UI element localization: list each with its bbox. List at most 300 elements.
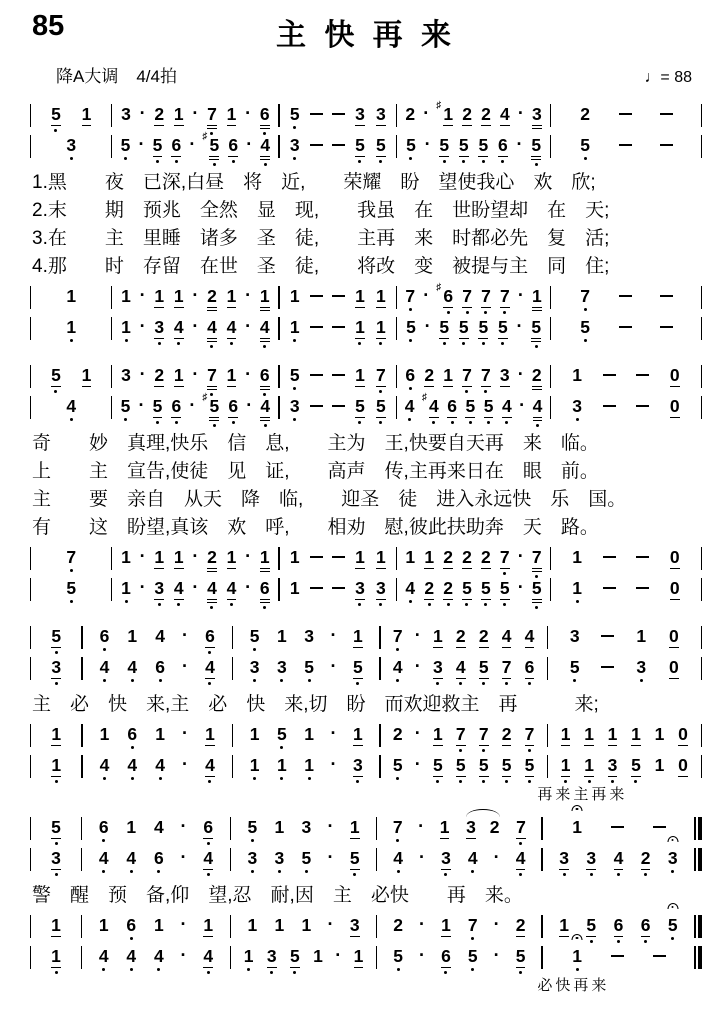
- augmentation-dot: ·: [192, 577, 199, 597]
- note: [440, 848, 452, 868]
- duration-underline: [355, 125, 365, 126]
- octave-dot-below: [232, 421, 235, 424]
- octave-dot-below: [70, 157, 73, 160]
- header: [30, 10, 702, 52]
- duration-underline: [171, 156, 181, 157]
- note-digit: 0: [668, 657, 679, 677]
- note-digit: 6: [524, 657, 536, 677]
- octave-dot-below: [482, 160, 485, 163]
- note: [352, 626, 364, 646]
- duration-underline: [51, 125, 61, 126]
- octave-dot-below: [280, 679, 283, 682]
- octave-dot-below: [505, 780, 508, 783]
- note: [558, 848, 570, 868]
- note: [392, 817, 404, 837]
- measure: [551, 578, 700, 598]
- measure: [83, 755, 232, 775]
- note-digit: 1: [304, 724, 314, 744]
- note: [501, 657, 513, 677]
- octave-dot-below: [208, 682, 211, 685]
- note: [558, 915, 570, 935]
- note-digit: 3: [65, 135, 77, 155]
- note-digit: 3: [349, 915, 360, 935]
- note: [173, 365, 185, 385]
- note: [654, 724, 666, 744]
- duration-underline: [443, 599, 453, 600]
- duration-underline: [260, 420, 270, 421]
- octave-dot-below: [358, 160, 361, 163]
- duration-underline: [531, 159, 541, 160]
- note: [126, 724, 138, 744]
- measure: [83, 657, 232, 677]
- note-digit: 2: [480, 547, 491, 567]
- note: [226, 365, 238, 385]
- duration-underline: [516, 936, 526, 937]
- note: [677, 755, 689, 775]
- duration-underline: [465, 417, 475, 418]
- note-digit: 5: [432, 755, 444, 775]
- note-digit: 1: [355, 286, 365, 306]
- duration-underline: [227, 338, 237, 339]
- measure: [397, 100, 550, 124]
- duration-underline: [484, 417, 494, 418]
- note-digit: 4: [98, 848, 110, 868]
- note-digit: 5: [480, 578, 492, 598]
- octave-dot-below: [444, 873, 447, 876]
- note-digit: 1: [349, 817, 360, 837]
- note: [65, 135, 77, 155]
- duration-underline: [424, 568, 434, 569]
- measure: [31, 317, 111, 337]
- note: [607, 755, 619, 775]
- note: [515, 817, 527, 837]
- note: [392, 755, 404, 775]
- augmentation-dot: ·: [139, 546, 146, 566]
- note-digit: 2: [515, 915, 526, 935]
- augmentation-dot: ·: [245, 285, 252, 305]
- octave-dot-below: [103, 777, 106, 780]
- octave-dot-below: [210, 345, 213, 348]
- sharp-icon: ♯: [436, 282, 442, 293]
- note: [440, 946, 452, 966]
- lyrics-block: [30, 166, 702, 286]
- barline: [701, 755, 702, 778]
- octave-dot-below: [55, 971, 58, 974]
- note-digit: 5: [530, 135, 542, 155]
- note-digit: 1: [274, 817, 285, 837]
- octave-dot-below: [264, 424, 267, 427]
- note-digit: 5: [405, 317, 417, 337]
- duration-underline: [207, 571, 217, 572]
- note: [467, 946, 479, 966]
- octave-dot-below: [447, 603, 450, 606]
- note-digit: 1: [303, 755, 315, 775]
- duration-underline: [260, 159, 270, 160]
- duration-underline: [531, 341, 541, 342]
- octave-dot-below: [253, 648, 256, 651]
- dash-line: [310, 374, 323, 376]
- measure: [381, 724, 547, 744]
- note: [154, 657, 166, 677]
- duration-underline: [209, 156, 219, 157]
- note: [354, 286, 366, 306]
- duration-underline: [260, 568, 270, 569]
- duration-underline: [174, 307, 184, 308]
- note: [354, 317, 366, 337]
- note: [531, 365, 543, 385]
- measure: [381, 626, 547, 646]
- note: [153, 104, 165, 124]
- octave-dot-below: [207, 971, 210, 974]
- duration-underline: [227, 307, 237, 308]
- duration-underline: [260, 571, 270, 572]
- measure: [112, 578, 278, 598]
- duration-underline: [228, 417, 238, 418]
- octave-dot-below: [358, 603, 361, 606]
- note: [569, 657, 581, 677]
- note-digit: 2: [531, 365, 543, 385]
- note-digit: 3: [585, 848, 597, 868]
- note: [579, 135, 591, 155]
- note: [204, 724, 216, 744]
- note-digit: 2: [393, 915, 403, 935]
- octave-dot-below: [428, 603, 431, 606]
- note-digit: 6: [125, 915, 137, 935]
- note-digit: 2: [580, 104, 590, 124]
- measure: [31, 547, 111, 567]
- system-3: [30, 625, 702, 803]
- duration-underline: [207, 125, 217, 126]
- note: [81, 104, 93, 124]
- augmentation-dot: ·: [139, 285, 146, 305]
- lyric-line: 警 醒 预 备,仰 望,忍 耐,因 主 必快 再 来。: [32, 885, 523, 906]
- note: [630, 755, 642, 775]
- note: [669, 365, 681, 385]
- note: [153, 817, 165, 837]
- measure: [548, 755, 701, 775]
- note: [467, 848, 479, 868]
- octave-dot-below: [130, 870, 133, 873]
- note: [668, 626, 680, 646]
- note-digit: 6: [99, 626, 111, 646]
- note: [461, 578, 473, 598]
- sub-header: [30, 52, 702, 87]
- note: [276, 755, 288, 775]
- octave-dot-below: [293, 387, 296, 390]
- measure: [397, 317, 550, 337]
- music-line-bass: [30, 946, 702, 977]
- octave-dot-below: [617, 873, 620, 876]
- augmentation-dot: ·: [138, 134, 145, 154]
- note: [99, 657, 111, 677]
- duration-underline: [205, 647, 215, 648]
- note-digit: 4: [98, 946, 110, 966]
- duration-underline: [203, 838, 213, 839]
- measure: [31, 578, 111, 598]
- note-digit: 1: [654, 724, 665, 744]
- duration-underline: [353, 678, 363, 679]
- note-digit: 3: [466, 817, 476, 837]
- octave-dot-below: [293, 418, 296, 421]
- measure: [397, 365, 550, 385]
- note: [392, 946, 404, 966]
- note: [289, 946, 301, 966]
- augmentation-dot: ·: [139, 103, 146, 123]
- note: [202, 131, 220, 155]
- augmentation-dot: ·: [138, 395, 145, 415]
- duration-underline: [376, 125, 386, 126]
- note: [436, 100, 454, 124]
- octave-dot-below: [379, 421, 382, 424]
- note-digit: 1: [99, 724, 110, 744]
- note-digit: 6: [640, 915, 652, 935]
- note: [120, 396, 132, 416]
- note-digit: 7: [531, 547, 543, 567]
- lyric-line: 1.黑 夜 已深,白昼 将 近, 荣耀 盼 望使我心 欢 欣;: [32, 172, 596, 193]
- duration-underline: [559, 869, 569, 870]
- lyric-line: 有 这 盼望,真该 欢 呼, 相劝 慰,彼此扶助奔 天 路。: [32, 517, 599, 538]
- note-digit: 2: [206, 547, 218, 567]
- note-digit: 1: [203, 915, 214, 935]
- note: [583, 724, 595, 744]
- note-digit: 1: [121, 286, 131, 306]
- note: [153, 317, 165, 337]
- system-4: [30, 816, 702, 994]
- note: [349, 817, 361, 837]
- note: [667, 915, 679, 935]
- octave-dot-below: [102, 870, 105, 873]
- note-digit: 6: [154, 657, 166, 677]
- octave-dot-below: [611, 780, 614, 783]
- music-line-soprano: [30, 817, 702, 848]
- duration-underline: [525, 745, 535, 746]
- note: [640, 848, 652, 868]
- duration-underline: [500, 599, 510, 600]
- note-digit: 2: [154, 365, 165, 385]
- note-digit: 2: [442, 578, 454, 598]
- note: [354, 396, 366, 416]
- note-digit: 1: [353, 946, 364, 966]
- note: [669, 396, 681, 416]
- dash-line: [310, 144, 323, 146]
- note-digit: 5: [455, 755, 467, 775]
- dash-line: [611, 826, 624, 828]
- measure: [31, 135, 111, 155]
- dash-line: [660, 326, 673, 328]
- duration-underline: [531, 338, 541, 339]
- octave-dot-below: [617, 940, 620, 943]
- duration-underline: [498, 156, 508, 157]
- dash-line: [332, 326, 345, 328]
- measure: [83, 724, 232, 744]
- note-digit: 4: [404, 396, 416, 416]
- duration-underline: [260, 128, 270, 129]
- note-digit: 4: [173, 317, 185, 337]
- duration-underline: [207, 341, 217, 342]
- barline: [701, 657, 702, 680]
- note: [352, 657, 364, 677]
- duration-underline: [533, 417, 543, 418]
- measure: [280, 396, 396, 416]
- note: [404, 396, 416, 416]
- note-digit: 1: [289, 547, 300, 567]
- duration-underline: [153, 156, 163, 157]
- fermata-icon: [667, 903, 678, 909]
- duration-underline: [462, 125, 472, 126]
- note-digit: 5: [152, 135, 164, 155]
- duration-underline: [532, 571, 542, 572]
- note: [65, 317, 77, 337]
- augmentation-dot: ·: [180, 847, 187, 867]
- note-digit: 1: [243, 946, 255, 966]
- duration-underline: [205, 776, 215, 777]
- note: [125, 915, 137, 935]
- measure: [231, 848, 376, 868]
- note: [202, 848, 214, 868]
- note: [422, 392, 440, 416]
- note-digit: 1: [301, 915, 312, 935]
- note-digit: 1: [289, 578, 300, 598]
- augmentation-dot: ·: [414, 723, 421, 743]
- dash-line: [601, 635, 614, 637]
- octave-dot-below: [379, 342, 382, 345]
- note: [677, 724, 689, 744]
- note-digit: 3: [121, 365, 131, 385]
- note-digit: 1: [173, 286, 184, 306]
- note: [524, 755, 536, 775]
- note-digit: 5: [208, 135, 220, 155]
- note-digit: 4: [532, 396, 544, 416]
- note-digit: 1: [571, 817, 583, 837]
- note: [289, 317, 301, 337]
- duration-underline: [561, 776, 571, 777]
- note-digit: 1: [375, 547, 386, 567]
- note: [153, 286, 165, 306]
- note-digit: 5: [461, 578, 473, 598]
- duration-underline: [205, 745, 215, 746]
- dash-line: [603, 556, 616, 558]
- note: [668, 657, 680, 677]
- measure: [377, 915, 541, 935]
- augmentation-dot: ·: [419, 945, 426, 965]
- annotation: 必快再来: [537, 977, 610, 994]
- octave-dot-below: [270, 971, 273, 974]
- note-digit: 4: [126, 657, 138, 677]
- octave-dot-below: [156, 421, 159, 424]
- augmentation-dot: ·: [327, 914, 334, 934]
- note: [352, 755, 364, 775]
- duration-underline: [207, 307, 217, 308]
- augmentation-dot: ·: [245, 546, 252, 566]
- note-digit: 3: [266, 946, 278, 966]
- dash-line: [310, 587, 323, 589]
- note: [579, 104, 591, 124]
- note-digit: 2: [443, 547, 453, 567]
- note-digit: 1: [126, 817, 137, 837]
- measure: [82, 848, 230, 868]
- note-digit: 4: [99, 755, 111, 775]
- duration-underline: [227, 568, 237, 569]
- duration-underline: [608, 776, 618, 777]
- note: [276, 657, 288, 677]
- note: [50, 626, 62, 646]
- measure: [551, 317, 700, 337]
- octave-dot-below: [535, 606, 538, 609]
- duration-underline: [207, 568, 217, 569]
- note: [423, 578, 435, 598]
- note: [583, 755, 595, 775]
- note-digit: 3: [499, 365, 510, 385]
- augmentation-dot: ·: [424, 134, 431, 154]
- note-digit: 4: [259, 317, 271, 337]
- octave-dot-below: [207, 842, 210, 845]
- note-digit: 5: [50, 104, 62, 124]
- octave-dot-below: [466, 311, 469, 314]
- lyric-line: 主 要 亲自 从天 降 临, 迎圣 徒 进入永远快 乐 国。: [32, 489, 627, 510]
- sharp-icon: ♯: [436, 100, 442, 111]
- augmentation-dot: ·: [192, 546, 199, 566]
- note-digit: 7: [455, 724, 467, 744]
- octave-dot-below: [157, 968, 160, 971]
- duration-underline: [51, 386, 61, 387]
- note-digit: 5: [50, 626, 62, 646]
- note: [154, 626, 166, 646]
- note: [120, 317, 132, 337]
- final-barline-thick: [698, 946, 702, 969]
- octave-dot-below: [671, 937, 674, 940]
- octave-dot-below: [55, 651, 58, 654]
- note-digit: 4: [428, 396, 440, 416]
- dash-line: [603, 405, 616, 407]
- duration-underline: [502, 678, 512, 679]
- octave-dot-below: [462, 160, 465, 163]
- note-digit: 5: [524, 755, 536, 775]
- note-digit: 1: [274, 915, 285, 935]
- augmentation-dot: ·: [180, 945, 187, 965]
- note: [404, 578, 416, 598]
- octave-dot-below: [535, 345, 538, 348]
- octave-dot-below: [505, 682, 508, 685]
- note-digit: 1: [443, 104, 454, 124]
- octave-dot-below: [293, 339, 296, 342]
- duration-underline: [670, 599, 680, 600]
- dash-line: [653, 826, 666, 828]
- note: [630, 724, 642, 744]
- note-digit: 4: [613, 848, 625, 868]
- octave-dot-below: [253, 777, 256, 780]
- note: [501, 724, 513, 744]
- augmentation-dot: ·: [245, 577, 252, 597]
- note: [125, 848, 137, 868]
- dash-line: [332, 587, 345, 589]
- music-line-bass: [30, 578, 702, 609]
- note: [303, 657, 315, 677]
- dash-line: [603, 587, 616, 589]
- duration-underline: [586, 869, 596, 870]
- note-digit: 0: [678, 724, 688, 744]
- note: [571, 817, 583, 837]
- note-digit: 5: [392, 946, 404, 966]
- dash-line: [636, 587, 649, 589]
- measure: [31, 848, 80, 868]
- note: [569, 626, 581, 646]
- measure: [280, 104, 396, 124]
- final-barline-thin: [694, 817, 696, 840]
- music-line-tenor: [30, 915, 702, 946]
- tie-slur: [465, 817, 500, 837]
- note-digit: 4: [204, 755, 216, 775]
- final-barline: [694, 915, 702, 938]
